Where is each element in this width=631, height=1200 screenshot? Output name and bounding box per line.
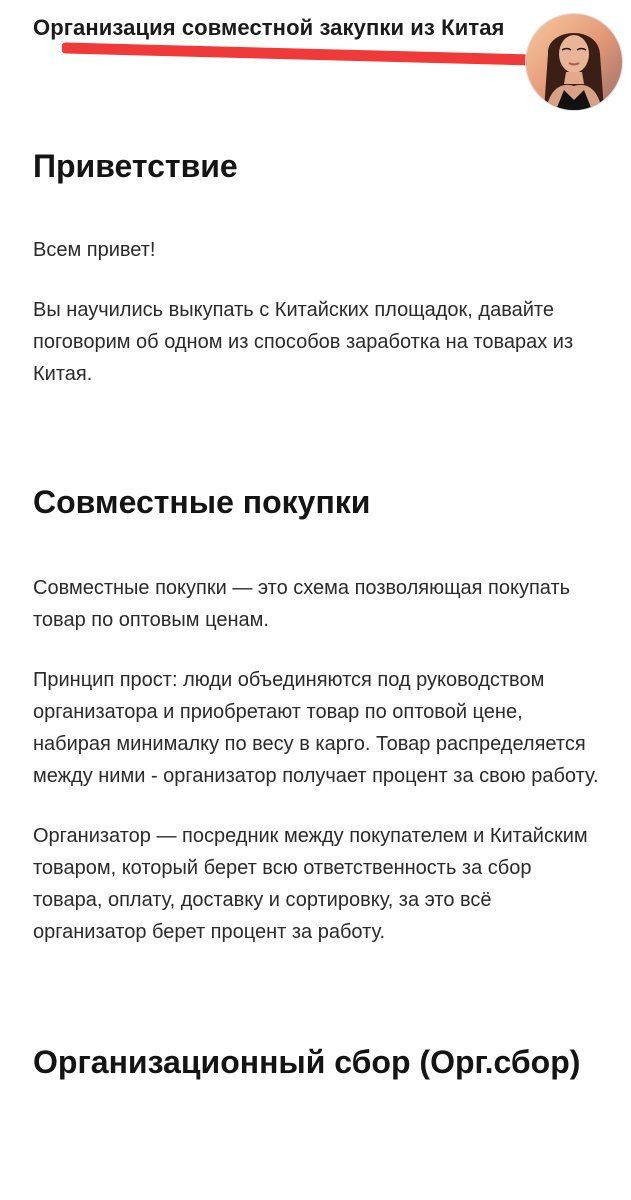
article-content xyxy=(33,140,603,1084)
paragraph: Вы научились выкупать с Китайских площадок, давайте поговорим об одном из способов заработка на товарах из Китая. xyxy=(33,299,574,385)
author-avatar[interactable] xyxy=(526,14,622,110)
section-heading-org-fee: Организационный сбор (Орг.сбор) xyxy=(33,1044,581,1080)
paragraph: Организатор — посредник между покупателем и Китайским товаром, который берет всю ответственность за сбор товара, оплату, доставку и сортировку, за это всё организатор берет процент за работу. xyxy=(33,825,588,943)
section-heading-greeting: Приветствие xyxy=(33,148,238,184)
avatar-photo-icon xyxy=(526,14,622,110)
document-title: Организация совместной закупки из Китая xyxy=(33,15,505,40)
section-heading-joint-purchases: Совместные покупки xyxy=(33,484,371,520)
paragraph: Принцип прост: люди объединяются под руководством организатора и приобретают товар по оптовой цене, набирая минималку по весу в карго. Товар распределяется между ними - организатор получает процент за свою работу. xyxy=(33,669,599,787)
header xyxy=(0,0,631,120)
paragraph: Совместные покупки — это схема позволяющая покупать товар по оптовым ценам. xyxy=(33,577,571,631)
paragraph: Всем привет! xyxy=(33,239,156,261)
red-marker-underline xyxy=(62,38,542,68)
